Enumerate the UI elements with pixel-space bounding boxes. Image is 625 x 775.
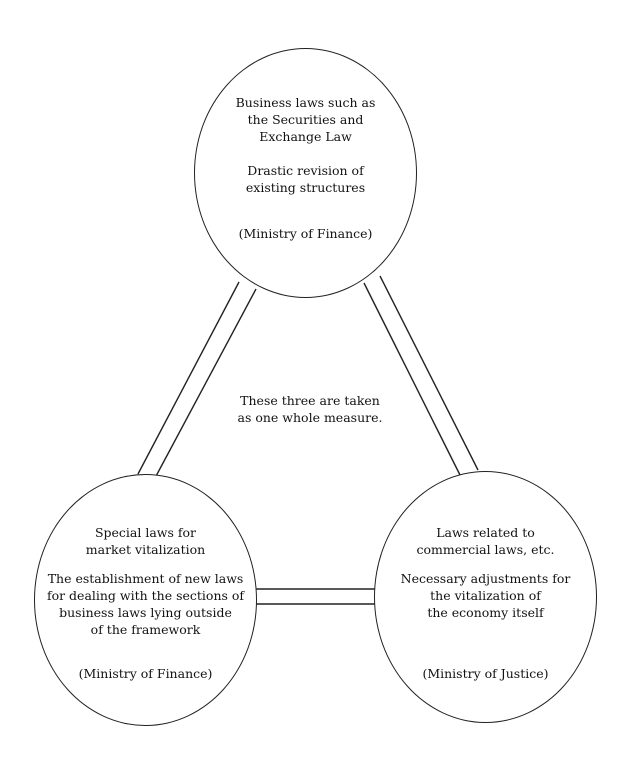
- center-note: [210, 392, 410, 426]
- connector-top-left-b: [155, 289, 256, 478]
- top-node-detail-line-1: Drastic revision of: [247, 163, 364, 178]
- left-node-text: [34, 524, 257, 682]
- right-node-detail-line-2: the vitalization of: [430, 588, 541, 603]
- left-node-detail-line-3: business laws lying outside: [59, 605, 232, 620]
- top-node-detail-line-2: existing structures: [245, 180, 366, 195]
- left-node-ministry: (Ministry of Finance): [78, 666, 213, 681]
- left-node-detail-line-4: of the framework: [90, 622, 201, 637]
- left-node-detail-line-1: The establishment of new laws: [47, 571, 244, 586]
- connector-top-right-a: [364, 283, 461, 477]
- right-node-heading-line-2: commercial laws, etc.: [416, 542, 555, 557]
- left-node-detail-line-2: for dealing with the sections of: [46, 588, 245, 603]
- top-node-heading-line-3: Exchange Law: [259, 129, 352, 144]
- center-note-line-2: as one whole measure.: [237, 410, 383, 425]
- top-node-heading-line-1: Business laws such as: [235, 95, 376, 110]
- center-note-line-1: These three are taken: [240, 393, 380, 408]
- top-node-text: [194, 94, 417, 242]
- connector-top-left-a: [138, 282, 239, 474]
- top-node-heading-line-2: the Securities and: [247, 112, 364, 127]
- right-node-ministry: (Ministry of Justice): [422, 666, 549, 681]
- right-node-text: [374, 524, 597, 682]
- top-node-ministry: (Ministry of Finance): [238, 226, 373, 241]
- connector-top-right-b: [380, 276, 478, 470]
- right-node-detail-line-1: Necessary adjustments for: [400, 571, 571, 586]
- right-node-detail-line-3: the economy itself: [427, 605, 544, 620]
- left-node-heading-line-2: market vitalization: [85, 542, 206, 557]
- right-node-heading-line-1: Laws related to: [436, 525, 535, 540]
- left-node-heading-line-1: Special laws for: [94, 525, 197, 540]
